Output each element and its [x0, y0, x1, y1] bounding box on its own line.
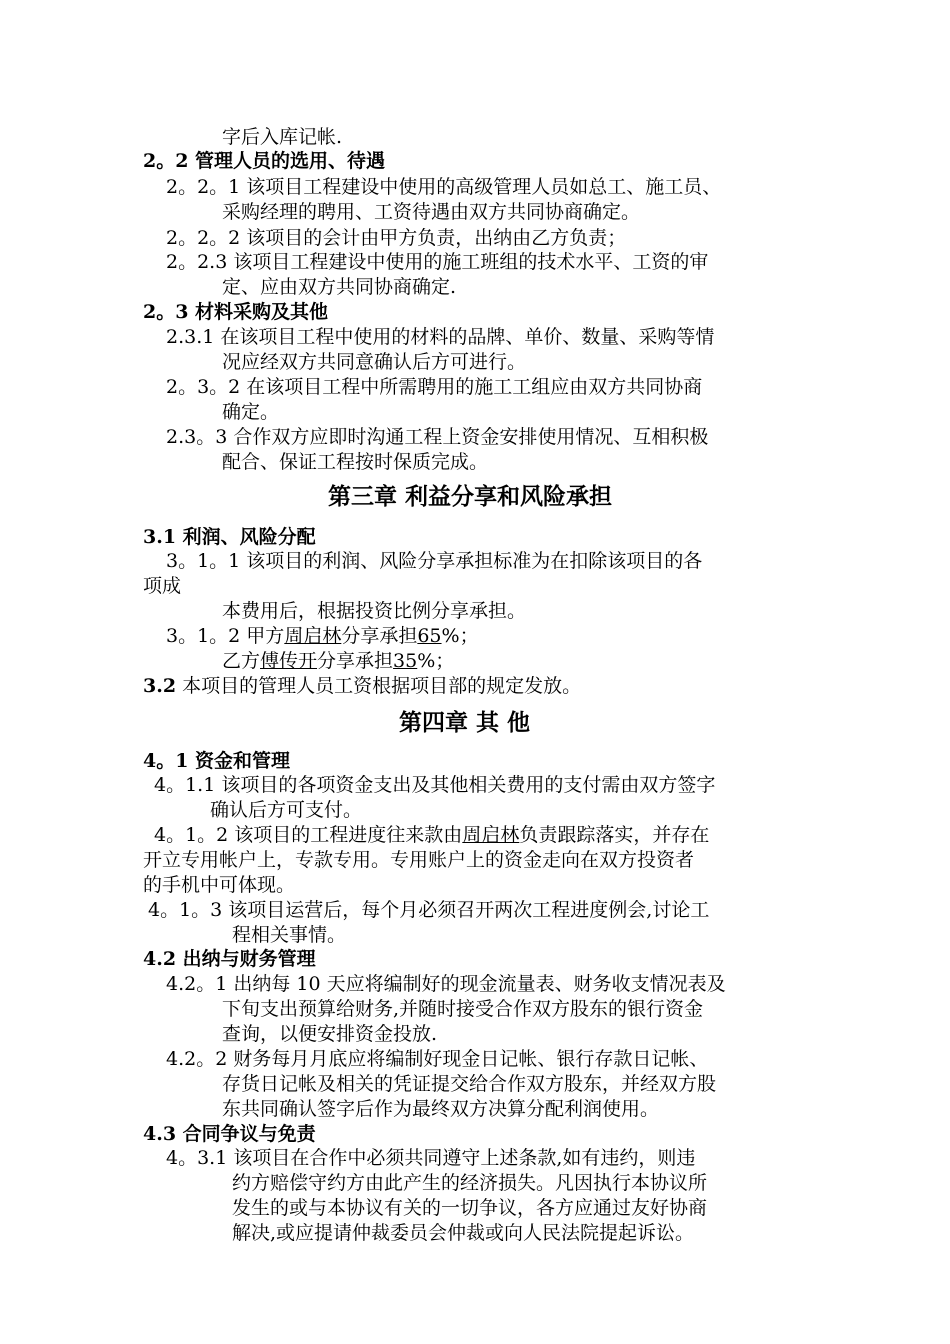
- text-line: 东共同确认签字后作为最终双方决算分配利润使用。: [222, 1098, 660, 1120]
- text-line: 配合、保证工程按时保质完成。: [222, 451, 489, 473]
- text-line: 开立专用帐户上，专款专用。专用账户上的资金走向在双方投资者: [143, 849, 695, 871]
- text-span: 3。1。2 甲方: [166, 625, 285, 647]
- text-line: [143, 673, 581, 699]
- text-line: 确定。: [222, 401, 280, 423]
- text-line: 项成: [143, 575, 182, 597]
- text-line: 字后入库记帐.: [222, 126, 343, 148]
- section-heading: 4.3 合同争议与免责: [143, 1123, 316, 1145]
- text-line: 下旬支出预算给财务,并随时接受合作双方股东的银行资金: [222, 998, 704, 1020]
- text-line: 2。3。2 在该项目工程中所需聘用的施工工组应由双方共同协商: [166, 376, 703, 398]
- text-line: 况应经双方共同意确认后方可进行。: [222, 351, 527, 373]
- text-span: 负责跟踪落实，并存在: [519, 824, 710, 846]
- text-line: 2。2.3 该项目工程建设中使用的施工班组的技术水平、工资的审: [166, 251, 709, 273]
- text-line: 发生的或与本协议有关的一切争议，各方应通过友好协商: [232, 1197, 708, 1219]
- text-span: %；: [441, 625, 479, 647]
- text-span: %；: [417, 650, 455, 672]
- text-line: 4。1。3 该项目运营后，每个月必须召开两次工程进度例会,讨论工: [148, 899, 710, 921]
- party-a-name: 周启林: [284, 625, 342, 647]
- party-b-share: 35: [393, 650, 418, 672]
- text-line: 4.2。2 财务每月月底应将编制好现金日记帐、银行存款日记帐、: [166, 1048, 709, 1070]
- responsible-person: 周启林: [462, 824, 520, 846]
- text-line: [154, 822, 709, 848]
- text-span: 本项目的管理人员工资根据项目部的规定发放。: [176, 675, 582, 697]
- text-line: 2.3.1 在该项目工程中使用的材料的品牌、单价、数量、采购等情: [166, 326, 715, 348]
- section-heading: 4.2 出纳与财务管理: [143, 948, 316, 970]
- text-line: 解决,或应提请仲裁委员会仲裁或向人民法院提起诉讼。: [232, 1222, 695, 1244]
- text-line: 程相关事情。: [232, 924, 347, 946]
- text-line: 本费用后，根据投资比例分享承担。: [222, 600, 527, 622]
- text-span: 分享承担: [317, 650, 394, 672]
- section-heading: 2。2 管理人员的选用、待遇: [143, 150, 386, 172]
- party-b-name: 傅传开: [260, 650, 318, 672]
- section-heading: 2。3 材料采购及其他: [143, 301, 329, 323]
- text-line: [222, 648, 454, 674]
- party-a-share: 65: [417, 625, 442, 647]
- clause-number: 3.2: [143, 675, 177, 697]
- text-line: 的手机中可体现。: [143, 874, 296, 896]
- text-line: 2。2。1 该项目工程建设中使用的高级管理人员如总工、施工员、: [166, 176, 722, 198]
- text-line: 查询，以便安排资金投放.: [222, 1023, 438, 1045]
- text-line: 采购经理的聘用、工资待遇由双方共同协商确定。: [222, 201, 641, 223]
- text-line: 约方赔偿守约方由此产生的经济损失。凡因执行本协议所: [232, 1172, 708, 1194]
- text-span: 分享承担: [341, 625, 418, 647]
- section-heading: 3.1 利润、风险分配: [143, 526, 316, 548]
- text-line: 定、应由双方共同协商确定.: [222, 276, 457, 298]
- text-line: 2.3。3 合作双方应即时沟通工程上资金安排使用情况、互相积极: [166, 426, 709, 448]
- text-line: 4。1.1 该项目的各项资金支出及其他相关费用的支付需由双方签字: [154, 774, 716, 796]
- text-line: 4.2。1 出纳每 10 天应将编制好的现金流量表、财务收支情况表及: [166, 973, 726, 995]
- text-line: 确认后方可支付。: [210, 799, 363, 821]
- text-line: 存货日记帐及相关的凭证提交给合作双方股东，并经双方股: [222, 1073, 717, 1095]
- text-span: 4。1。2 该项目的工程进度往来款由: [154, 824, 463, 846]
- text-line: 3。1。1 该项目的利润、风险分享承担标准为在扣除该项目的各: [166, 550, 703, 572]
- chapter-heading: 第四章 其 他: [399, 710, 531, 736]
- section-heading: 4。1 资金和管理: [143, 750, 291, 772]
- chapter-heading: 第三章 利益分享和风险承担: [328, 484, 613, 510]
- text-line: [166, 623, 479, 649]
- text-line: 4。3.1 该项目在合作中必须共同遵守上述条款,如有违约，则违: [166, 1147, 696, 1169]
- text-span: 乙方: [222, 650, 261, 672]
- text-line: 2。2。2 该项目的会计由甲方负责，出纳由乙方负责；: [166, 227, 627, 249]
